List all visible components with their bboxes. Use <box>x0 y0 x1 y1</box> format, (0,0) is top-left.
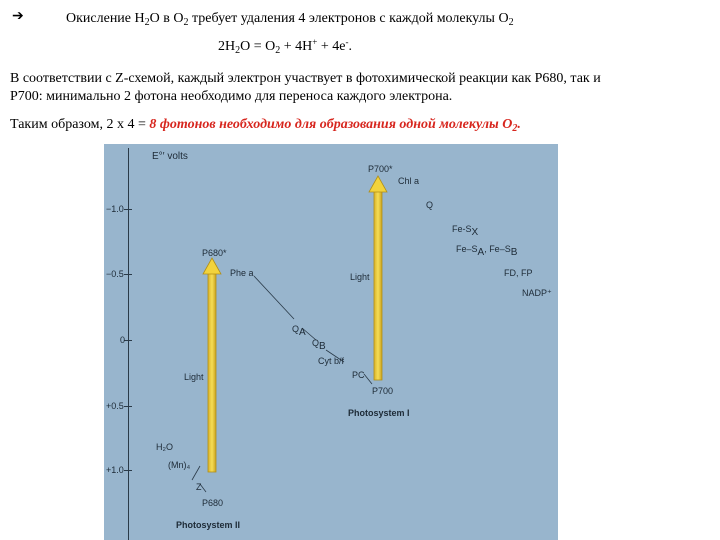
qb-label: $Q_B$ <box>312 338 326 352</box>
y-tick-label: −1.0 <box>106 204 124 214</box>
p700-label: P700 <box>372 386 394 396</box>
z-scheme-graphics <box>104 144 558 540</box>
plastocyanin-label: PC <box>352 370 365 380</box>
ferredoxin-label: FD, FP <box>504 268 533 278</box>
water-label: H₂O <box>156 442 173 452</box>
nadp-label: NADP⁺ <box>522 288 552 298</box>
qa-label: $Q_A$ <box>292 324 306 338</box>
quinone-label: Q <box>426 200 434 210</box>
electron-path-lines <box>192 276 372 492</box>
ps1-light-label: Light <box>350 272 370 282</box>
cytochrome-bf-label: Cyt b/f <box>318 356 345 366</box>
fe-s-ab-label: $Fe-S_A$, $Fe-S_B$ <box>456 244 518 258</box>
reaction-equation: $2H_2O = O_2 + 4H^+ + 4e^-$. <box>218 37 352 56</box>
photosystem-ii-light-arrow <box>203 258 221 472</box>
paragraph-line-2: Р700: минимально 2 фотона необходимо для переноса каждого электрона. <box>10 89 453 104</box>
photosystem-i-light-arrow <box>369 176 387 380</box>
pheophytin-label: Phe a <box>230 268 254 278</box>
photosystem-ii-title: Photosystem II <box>176 520 241 530</box>
title-line: Окисление $H_2O$ в $O_2$ требует удаления 4 электронов с каждой молекулы $O_2$ <box>66 11 514 28</box>
axis-title: E°′ volts <box>152 151 188 162</box>
paragraph-line-1: В соответствии с Z-схемой, каждый электрон участвует в фотохимической реакции как Р680, так и <box>10 71 601 86</box>
y-tick-label: +0.5 <box>106 401 124 411</box>
z-donor-label: Z <box>196 482 202 492</box>
photosystem-i-title: Photosystem I <box>348 408 410 418</box>
conclusion-line: Таким образом, 2 х 4 = 8 фотонов необходимо для образования одной молекулы $O_2$. <box>10 117 521 134</box>
z-scheme-diagram <box>104 144 558 540</box>
ps2-light-label: Light <box>184 372 204 382</box>
y-tick-label: 0 <box>120 335 126 345</box>
chlorophyll-a-label: Chl a <box>398 176 420 186</box>
photon-count-highlight: 8 фотонов необходимо для образования одной молекулы $O_2$. <box>149 117 521 134</box>
p700-excited-label: P700* <box>368 164 393 174</box>
fe-s-x-label: $Fe-S_X$ <box>452 224 479 238</box>
y-tick-label: +1.0 <box>106 465 124 475</box>
manganese-cluster-label: (Mn)₄ <box>168 460 191 470</box>
p680-excited-label: P680* <box>202 248 227 258</box>
bullet-arrow-icon: ➔ <box>12 9 24 24</box>
y-tick-label: −0.5 <box>106 269 124 279</box>
p680-label: P680 <box>202 498 224 508</box>
